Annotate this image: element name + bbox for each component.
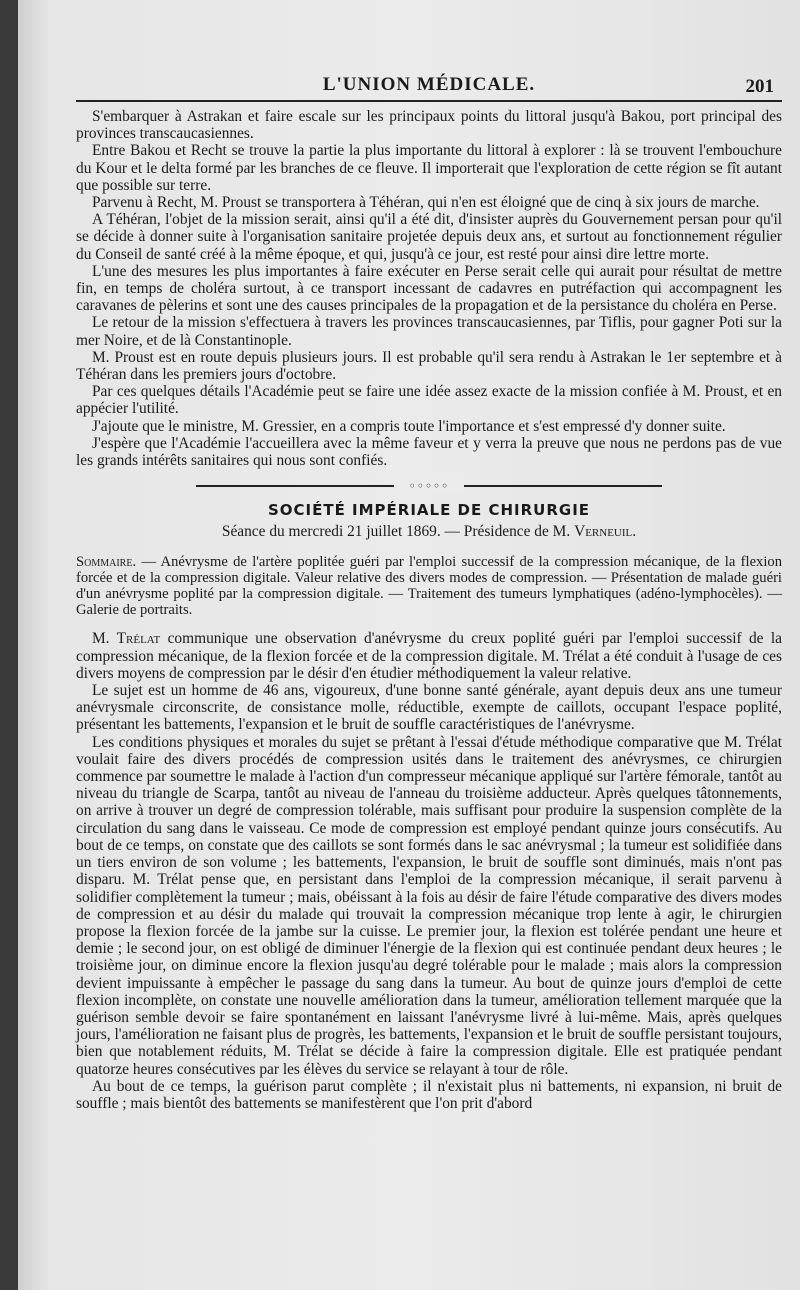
summary-label: Sommaire. — [76, 554, 137, 571]
paragraph: S'embarquer à Astrakan et faire escale sur les principaux points du littoral jusqu'à Bakou, port principal des provinces transcaucasiennes. — [76, 108, 782, 143]
page-content — [76, 70, 782, 1112]
session-info: Séance du mercredi 21 juillet 1869. — Présidence de M. — [221, 523, 571, 541]
session-line — [76, 523, 782, 541]
paragraph-text: communique une observation d'anévrysme du creux poplité guéri par l'emploi successif de la compression mécanique, de la flexion forcée et de la compression digitale. M. Trélat a été conduit à l'usage de ces divers moyens de compression par le désir d'en étudier méthodiquement la valeur relative. — [76, 630, 782, 682]
summary — [76, 555, 782, 618]
summary-text: — Anévrysme de l'artère poplitée guéri par l'emploi successif de la compression mécanique, de la flexion forcée et de la compression digitale. Valeur relative des divers modes de compression. — Présentation de malade guéri d'un anévrysme poplité par la compression digitale. — Traitement des tumeurs lymphatiques (adéno-lymphocèles). — Galerie de portraits. — [76, 554, 782, 618]
article-anevrysme — [76, 630, 782, 1112]
paragraph: Entre Bakou et Recht se trouve la partie la plus importante du littoral à explorer : là se trouvent l'embouchure du Kour et le delta formé par les branches de ce fleuve. Il importerait que l'exploration de cette région se fît autant que possible sur terre. — [76, 142, 782, 194]
speaker-name: M. Trélat — [92, 630, 161, 648]
running-title: L'UNION MÉDICALE. — [322, 74, 536, 95]
article-mission-proust — [76, 108, 782, 469]
paragraph: J'ajoute que le ministre, M. Gressier, en a compris toute l'importance et s'est empressé d'y donner suite. — [92, 417, 726, 435]
section-separator — [76, 479, 782, 493]
paragraph: Les conditions physiques et morales du sujet se prêtant à l'essai d'étude méthodique comparative que M. Trélat voulait faire des divers procédés de compression usités dans le traitement des anévrysmes, ce chirurgien commence par soumettre le malade à l'action d'un compresseur mécanique appliqué sur l'artère fémorale, tantôt au niveau du triangle de Scarpa, tantôt au niveau de l'anneau du troisième adducteur. Après quelques tâtonnements, on arrive à trouver un degré de compression tolérable, mais suffisant pour produire la suspension complète de la circulation du sang dans le vaisseau. Ce mode de compression est employé pendant quinze jours consécutifs. Au bout de ce temps, on constate que des caillots se sont formés dans le sac anévrysmal ; la tumeur est solidifiée dans un tiers environ de son volume ; les battements, l'expansion, le bruit de souffle sont diminués, mais n'ont pas disparu. M. Trélat pense que, en persistant dans l'emploi de la compression mécanique, il serait parvenu à solidifier complètement la tumeur ; mais, obéissant à la fois au désir de faire l'étude comparative des divers modes de compression et au désir du malade qui trouvait la compression mécanique trop lente à agir, le chirurgien propose la flexion forcée de la jambe sur la cuisse. Le premier jour, la flexion est tolérée pendant une heure et demie ; le second jour, on est obligé de diminuer l'énergie de la flexion qui est continuée pendant deux heures ; le troisième jour, on diminue encore la flexion jusqu'au degré tolérable pour le malade ; mais alors la compression devient impuissante à empêcher le passage du sang dans la tumeur. Au bout de quinze jours d'emploi de cette flexion incomplète, on constate une nouvelle amélioration dans la tumeur, amélioration tellement marquée que la guérison semble devoir se faire spontanément en laissant l'anévrysme livré à lui-même. Mais, après quelques jours, l'amélioration ne faisant plus de progrès, les battements, l'expansion et le bruit de souffle persistant toujours, bien que notablement réduits, M. Trélat se décide à faire la compression digitale. Elle est pratiquée pendant quatorze heures consécutives par les élèves du service se relayant à tour de rôle. — [76, 733, 782, 1078]
section-title: SOCIÉTÉ IMPÉRIALE DE CHIRURGIE — [267, 501, 591, 520]
page-number: 201 — [745, 76, 774, 97]
paragraph: A Téhéran, l'objet de la mission serait, ainsi qu'il a été dit, d'insister auprès du Gouvernement persan pour qu'il se décide à donner suite à l'organisation sanitaire projetée depuis deux ans, et surtout au fonctionnement régulier du Conseil de santé créé à la même époque, et qui, jusqu'à ce jour, est resté pour ainsi dire lettre morte. — [76, 211, 782, 263]
paragraph — [76, 630, 782, 682]
paragraph: L'une des mesures les plus importantes à faire exécuter en Perse serait celle qui aurait pour résultat de mettre fin, en temps de choléra surtout, à ce transport incessant de cadavres en putréfaction qui accompagnent les caravanes de pèlerins et sont une des causes principales de la propagation et de la persistance du choléra en Perse. — [76, 262, 782, 315]
page-header — [76, 70, 782, 102]
paragraph: Le sujet est un homme de 46 ans, vigoureux, d'une bonne santé générale, ayant depuis deux ans une tumeur anévrysmale circonscrite, de consistance molle, réductible, exempte de caillots, occupant l'espace poplité, présentant les battements, l'expansion et le bruit de souffle caractéristiques de l'anévrysme. — [76, 682, 782, 734]
separator-ornament: ◦◦◦◦◦ — [394, 479, 464, 493]
paragraph: M. Proust est en route depuis plusieurs jours. Il est probable qu'il sera rendu à Astrakan le 1er septembre et à Téhéran dans les premiers jours d'octobre. — [76, 348, 782, 384]
paragraph: J'espère que l'Académie l'accueillera avec la même faveur et y verra la preuve que nous ne perdons pas de vue les grands intérêts sanitaires qui nous sont confiés. — [76, 434, 782, 470]
paragraph: Parvenu à Recht, M. Proust se transportera à Téhéran, qui n'en est éloigné que de cinq à six jours de marche. — [92, 194, 760, 212]
paragraph: Au bout de ce temps, la guérison parut complète ; il n'existait plus ni battements, ni expansion, ni bruit de souffle ; mais bientôt des battements se manifestèrent que l'on prit d'abord — [76, 1077, 782, 1112]
paragraph: Par ces quelques détails l'Académie peut se faire une idée assez exacte de la mission confiée à M. Proust, et en appécier l'utilité. — [76, 383, 782, 418]
paragraph: Le retour de la mission s'effectuera à travers les provinces transcaucasiennes, par Tiflis, pour gagner Poti sur la mer Noire, et de là Constantinople. — [76, 314, 782, 349]
page-sheet — [18, 0, 800, 1290]
president-name: Verneuil. — [574, 523, 637, 541]
